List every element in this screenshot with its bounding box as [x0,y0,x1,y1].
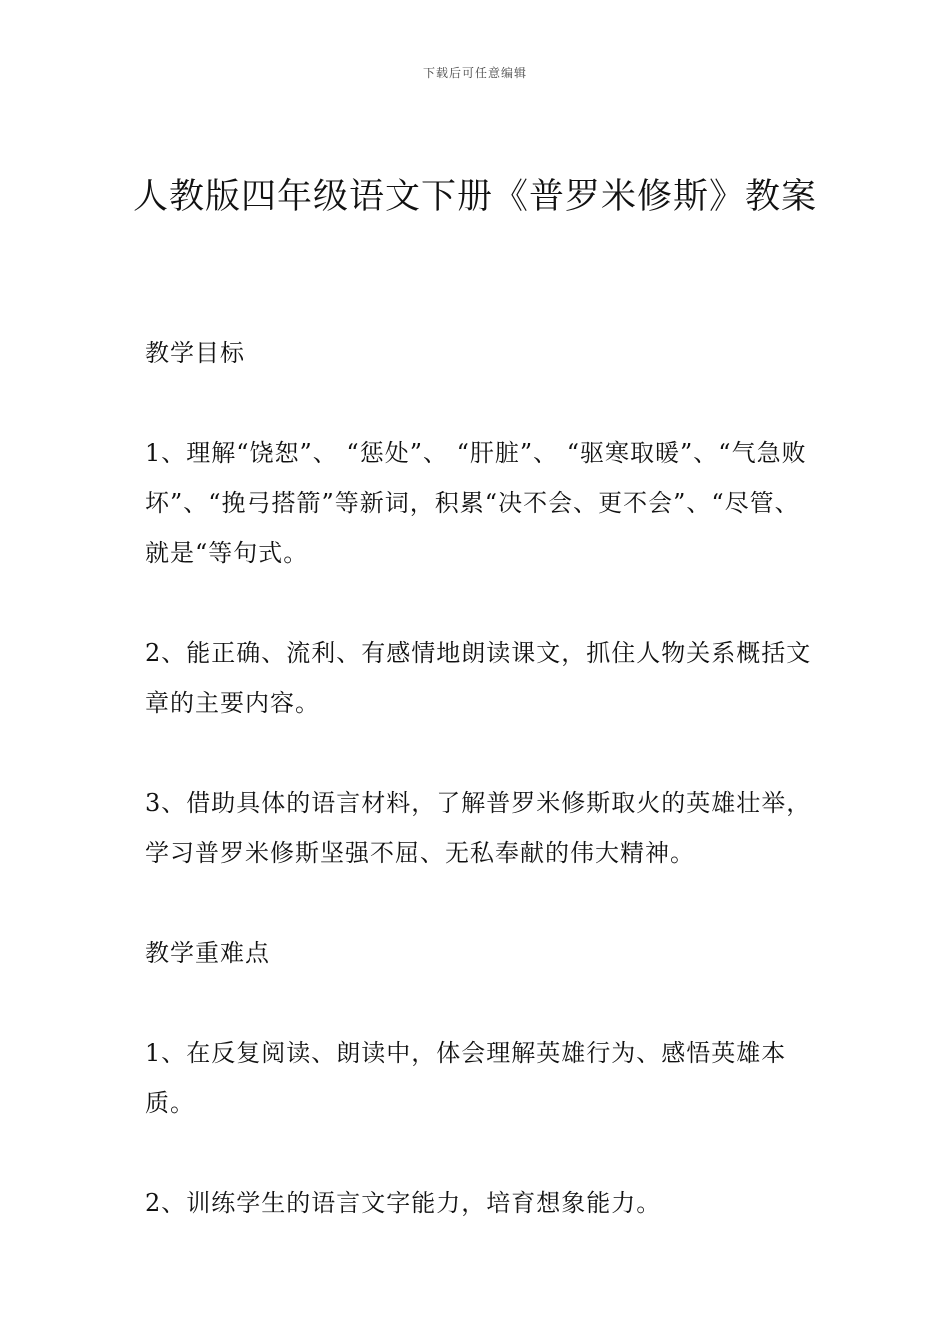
document-title: 人教版四年级语文下册《普罗米修斯》教案 [132,177,817,217]
objective-item-1: 1、理解“饶恕”、 “惩处”、 “肝脏”、 “驱寒取暖”、“气急败坏”、“挽弓搭箭”等新词，积累“决不会、更不会”、“尽管、就是“等句式。 [145,439,807,567]
objective-item-3: 3、借助具体的语言材料，了解普罗米修斯取火的英雄壮举，学习普罗米修斯坚强不屈、无私奉献的伟大精神。 [145,789,812,867]
section-heading-key-points: 教学重难点 [145,939,270,967]
document-body [145,328,815,1278]
key-point-item-1: 1、在反复阅读、朗读中，体会理解英雄行为、感悟英雄本质。 [145,1039,787,1117]
key-point-item-2: 2、训练学生的语言文字能力，培育想象能力。 [145,1189,662,1217]
page-header-note: 下载后可任意编辑 [422,66,527,80]
objective-item-2: 2、能正确、流利、有感情地朗读课文，抓住人物关系概括文章的主要内容。 [145,639,812,717]
section-heading-objectives: 教学目标 [145,339,245,367]
